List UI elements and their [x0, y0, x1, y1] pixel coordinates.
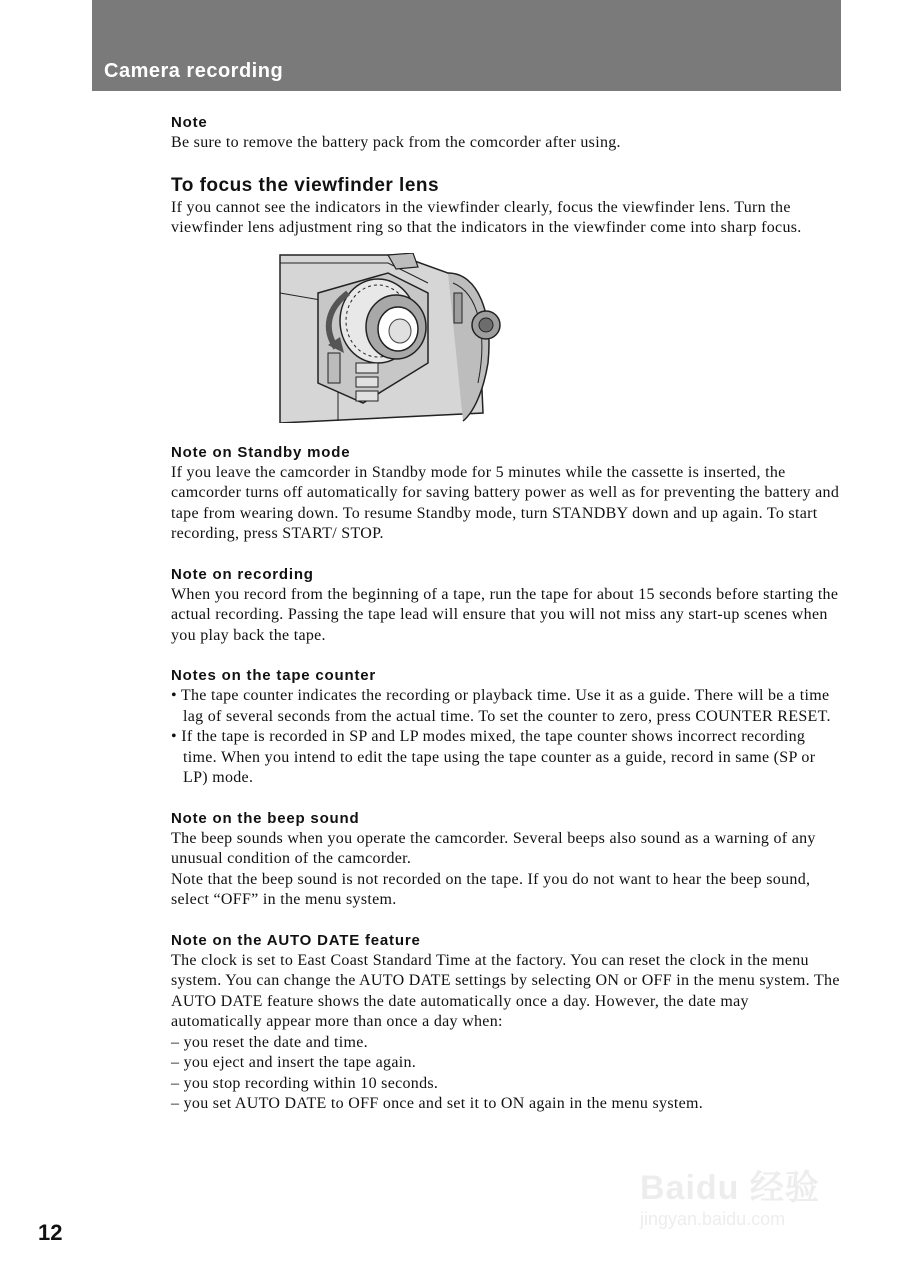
recording-heading: Note on recording — [171, 565, 314, 583]
autodate-item-4: – you set AUTO DATE to OFF once and set it to ON again in the menu system. — [171, 1095, 704, 1112]
standby-heading: Note on Standby mode — [171, 443, 351, 461]
standby-section — [171, 443, 843, 545]
watermark-url: jingyan.baidu.com — [640, 1209, 786, 1229]
beep-text-2: Note that the beep sound is not recorded on the tape. If you do not want to hear the beep sound, select “OFF” in the menu system. — [171, 870, 811, 908]
focus-section — [171, 174, 843, 239]
recording-text: When you record from the beginning of a tape, run the tape for about 15 seconds before starting the actual recording. Passing the tape lead will ensure that you will not miss any start-up scenes when you play back the tape. — [171, 585, 839, 644]
focus-heading: To focus the viewfinder lens — [171, 174, 440, 196]
autodate-text: The clock is set to East Coast Standard Time at the factory. You can reset the clock in the menu system. You can change the AUTO DATE settings by selecting ON or OFF in the menu system. The AUTO DATE feature shows the date automatically once a day. However, the date may automatically appear more than once a day when: — [171, 951, 840, 1030]
autodate-item-1: – you reset the date and time. — [171, 1033, 368, 1051]
autodate-item-3: – you stop recording within 10 seconds. — [171, 1074, 439, 1092]
page-content — [171, 113, 843, 1115]
viewfinder-illustration — [278, 253, 513, 423]
page-number: 12 — [38, 1220, 63, 1245]
section-title: Camera recording — [104, 60, 284, 82]
beep-section — [171, 809, 843, 911]
beep-heading: Note on the beep sound — [171, 809, 360, 827]
watermark-logo: Baidu 经验 — [640, 1169, 820, 1207]
watermark — [640, 1168, 850, 1248]
beep-text-1: The beep sounds when you operate the camcorder. Several beeps also sound as a warning of any unusual condition of the camcorder. — [171, 829, 816, 867]
counter-section — [171, 666, 843, 789]
recording-section — [171, 565, 843, 647]
section-header-bar — [92, 0, 841, 91]
note-heading: Note — [171, 114, 208, 131]
standby-text: If you leave the camcorder in Standby mode for 5 minutes while the cassette is inserted, the camcorder turns off automatically for saving battery power as well as for preventing the battery and tape from wearing down. To resume Standby mode, turn STANDBY down and up again. To start recording, press START/ STOP. — [171, 463, 840, 542]
autodate-heading: Note on the AUTO DATE feature — [171, 931, 421, 949]
counter-bullet-1: • The tape counter indicates the recording or playback time. Use it as a guide. There will be a time lag of several seconds from the actual time. To set the counter to zero, press COUNTER RESET. — [171, 687, 831, 725]
autodate-section — [171, 931, 843, 1115]
counter-heading: Notes on the tape counter — [171, 667, 377, 684]
note-section — [171, 113, 843, 154]
note-text: Be sure to remove the battery pack from the comcorder after using. — [171, 134, 621, 151]
autodate-item-2: – you eject and insert the tape again. — [171, 1054, 417, 1071]
counter-bullet-2: • If the tape is recorded in SP and LP modes mixed, the tape counter shows incorrect recording time. When you intend to edit the tape using the tape counter as a guide, record in same (SP or LP) mode. — [171, 728, 816, 786]
focus-text: If you cannot see the indicators in the viewfinder clearly, focus the viewfinder lens. Turn the viewfinder lens adjustment ring so that the indicators in the viewfinder come into sharp focus. — [171, 198, 802, 236]
